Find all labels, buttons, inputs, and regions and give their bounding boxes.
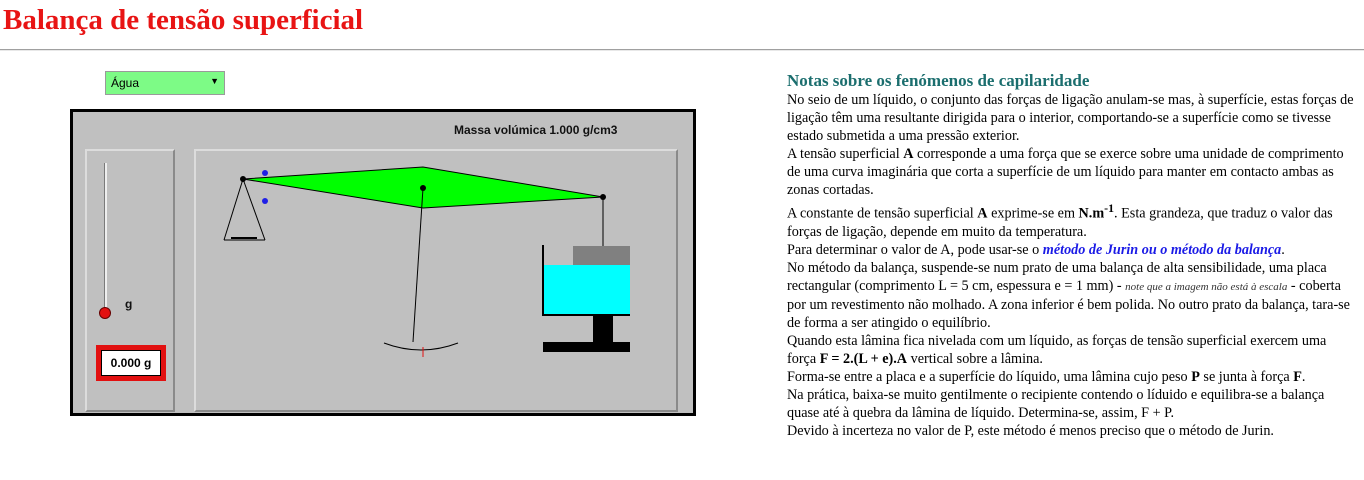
balance-applet [70,109,696,416]
liquid-select-value: Água [111,76,140,90]
page-title: Balança de tensão superficial [3,4,364,36]
notes-paragraph-3: A constante de tensão superficial A exprime-se em $N.m^{-1}$. Esta grandeza, que traduz o valor das forças de ligação, depende em muito da temperatura. [787,201,1333,240]
chevron-down-icon: ▼ [210,76,219,86]
jurin-balance-link[interactable]: método de Jurin ou o método da balança [1042,241,1282,258]
weight-marker-bottom [262,198,268,204]
notes-paragraph-2: A tensão superficial A corresponde a uma força que se exerce sobre uma unidade de comprimento de uma curva imaginária que corta a superfície de um líquido para manter em contacto ambas as zonas cortadas. [787,146,1344,198]
stand-column [593,316,613,344]
liquid-select[interactable] [105,71,225,95]
notes-paragraph-5: No método da balança, suspende-se num prato de uma balança de alta sensibilidade, uma placa rectangular (comprimento L = 5 cm, espessura e = 1 mm) - note que a imagem não está à escala - coberta por um revestimento não molhado. A zona inferior é bem polida. No outro prato da balança, tara-se de forma a ser atingido o equilíbrio. [787,259,1350,331]
density-label: Massa volúmica 1.000 g/cm3 [454,123,618,137]
notes-heading: Notas sobre os fenómenos de capilaridade [787,71,1090,90]
pan-string-left [224,179,243,240]
notes-paragraph-9: Devido à incerteza no valor de P, este método é menos preciso que o método de Jurin. [787,422,1274,439]
balance-pointer [413,188,423,342]
stand-base[interactable] [543,342,630,352]
beam-left-pivot [240,176,246,182]
mass-unit-label: g [125,297,133,311]
liquid [543,265,630,315]
notes-paragraph-4: Para determinar o valor de A, pode usar-se o método de Jurin ou o método da balança. [787,241,1285,258]
notes-paragraph-7: Forma-se entre a placa e a superfície do líquido, uma lâmina cujo peso P se junta à força F. [787,368,1306,385]
balance-drawing [70,109,630,419]
mass-readout: 0.000 g [101,350,161,376]
balance-scene [194,149,678,412]
notes-paragraph-8: Na prática, baixa-se muito gentilmente o recipiente contendo o líduido e equilibra-se a balança quase até à quebra da lâmina de líquido. Determina-se, assim, F + P. [787,386,1325,421]
notes-paragraph-1: No seio de um líquido, o conjunto das forças de ligação anulam-se mas, à superfície, estas forças de ligação têm uma resultante dirigida para o interior, comportando-se a superfície como se tivesse estado submetida a uma pressão exterior. [787,92,1354,144]
weight-marker-top [262,170,268,176]
rectangular-plate [573,246,630,265]
notes-paragraph-6: Quando esta lâmina fica nivelada com um líquido, as forças de tensão superficial exercem uma força F = 2.(L + e).A vertical sobre a lâmina. [787,332,1327,367]
pointer-scale-arc [384,343,458,350]
notes-section [787,71,1357,440]
pan-string-right [243,179,265,240]
title-divider [0,49,1364,51]
